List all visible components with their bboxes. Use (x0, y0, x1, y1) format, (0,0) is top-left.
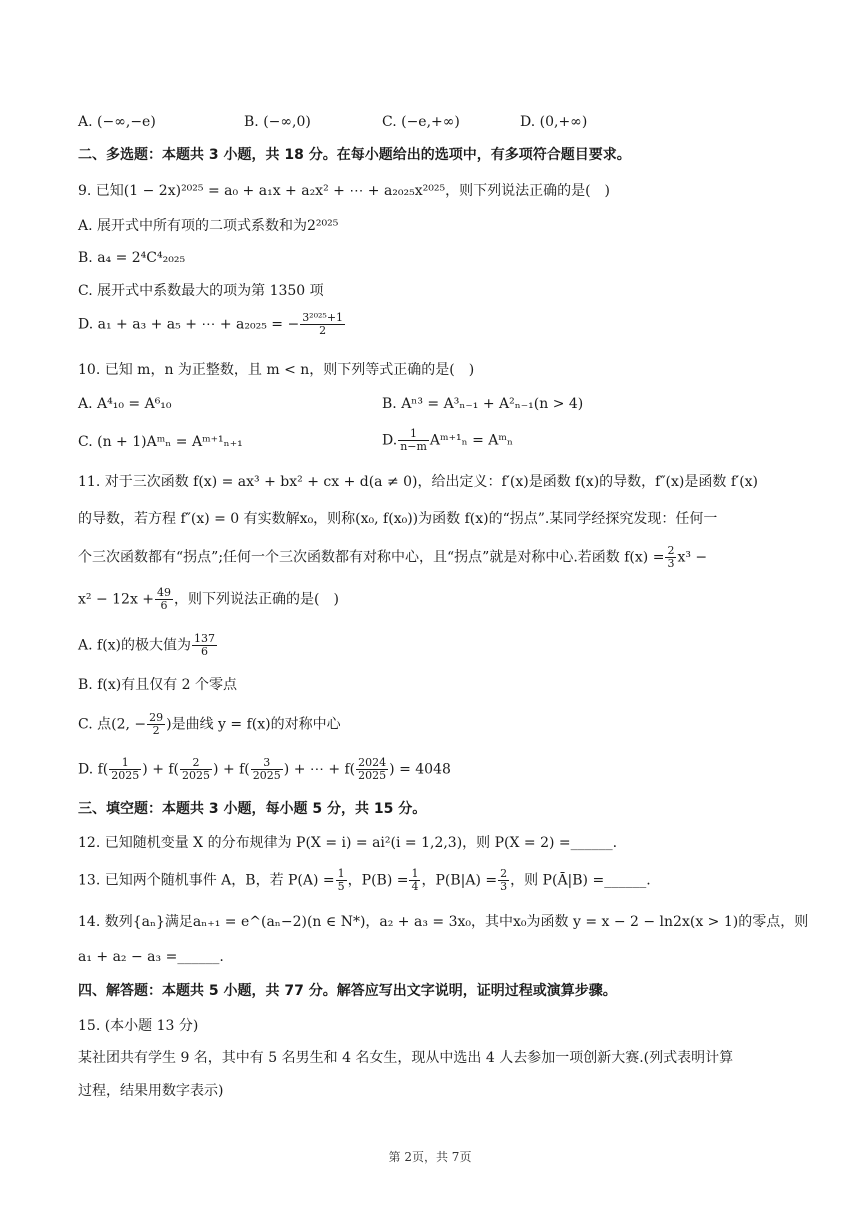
section-4-heading: 四、解答题：本题共 5 小题，共 77 分。解答应写出文字说明，证明过程或演算步骤。 (78, 983, 617, 999)
q10-option-a: A. A⁴₁₀ = A⁶₁₀ (78, 396, 172, 412)
q10-d-label: D. (382, 432, 398, 449)
q11-line-3 (78, 545, 707, 570)
q11-option-a (78, 633, 218, 658)
q11-line-4-suffix: ，则下列说法正确的是( ) (174, 591, 339, 608)
q15-line-2: 过程，结果用数字表示) (78, 1083, 224, 1099)
q9-d-fraction: $\frac{\text{3²⁰²⁵+1}}{2}$ (302, 311, 344, 337)
q11-fraction-2-3: $\frac{2}{3}$ (667, 544, 675, 570)
q13-fraction-3: $\frac{2}{3}$ (500, 867, 508, 893)
q11-line-3-suffix: x³ − (677, 549, 708, 566)
q11-line-3-text: 个三次函数都有“拐点”;任何一个三次函数都有对称中心，且“拐点”就是对称中心.若函数 f(x) = (78, 549, 665, 566)
q11-d-fraction-2: $\frac{2}{2025}$ (182, 756, 211, 782)
q11-d-fraction-3: $\frac{3}{2025}$ (252, 756, 281, 782)
q11-c-text: C. 点(2, − (78, 716, 147, 733)
q14-line-1: 14. 数列{aₙ}满足aₙ₊₁ = e^(aₙ−2)(n ∈ N*)，a₂ + a₃ = 3x₀，其中x₀为函数 y = x − 2 − ln2x(x > 1)的零点，则 (78, 914, 809, 930)
q11-d-fraction-1: $\frac{1}{2025}$ (111, 756, 140, 782)
q12: 12. 已知随机变量 X 的分布规律为 P(X = i) = ai²(i = 1,2,3)，则 P(X = 2) =______. (78, 835, 618, 851)
q13-fraction-2: $\frac{1}{4}$ (411, 867, 419, 893)
q9-option-b: B. a₄ = 2⁴C⁴₂₀₂₅ (78, 250, 186, 266)
q11-fraction-49-6: $\frac{49}{6}$ (157, 586, 172, 612)
q10-d-text: Aᵐ⁺¹ₙ = Aᵐₙ (429, 432, 514, 449)
q11-option-c (78, 712, 341, 737)
q8-option-b: B. (−∞,0) (244, 114, 311, 130)
q10-stem: 10. 已知 m，n 为正整数，且 m < n，则下列等式正确的是( ) (78, 362, 475, 378)
q10-d-fraction: $\frac{1}{n-m}$ (400, 427, 427, 453)
q10-option-c: C. (n + 1)Aᵐₙ = Aᵐ⁺¹ₙ₊₁ (78, 434, 243, 450)
q8-option-a: A. (−∞,−e) (78, 114, 156, 130)
q11-c-fraction: $\frac{29}{2}$ (149, 711, 164, 737)
q11-line-2: 的导数，若方程 f″(x) = 0 有实数解x₀，则称(x₀, f(x₀))为函数 f(x)的“拐点”.某同学经探究发现：任何一 (78, 511, 718, 527)
section-3-heading: 三、填空题：本题共 3 小题，每小题 5 分，共 15 分。 (78, 801, 427, 817)
q8-option-d: D. (0,+∞) (520, 114, 588, 130)
section-2-heading: 二、多选题：本题共 3 小题，共 18 分。在每小题给出的选项中，有多项符合题目要求。 (78, 147, 631, 163)
q9-d-text: D. a₁ + a₃ + a₅ + ⋯ + a₂₀₂₅ = − (78, 316, 300, 333)
q11-line-4 (78, 587, 339, 612)
q13-fraction-1: $\frac{1}{5}$ (337, 867, 345, 893)
q10-option-b: B. Aⁿ³ = A³ₙ₋₁ + A²ₙ₋₁(n > 4) (382, 396, 584, 412)
q11-option-b: B. f(x)有且仅有 2 个零点 (78, 677, 237, 693)
page-footer: 第 2页，共 7页 (388, 1150, 472, 1164)
q11-a-text: A. f(x)的极大值为 (78, 637, 192, 654)
q11-line-1: 11. 对于三次函数 f(x) = ax³ + bx² + cx + d(a ≠ 0)，给出定义：f′(x)是函数 f(x)的导数，f″(x)是函数 f′(x) (78, 474, 759, 490)
q10-option-d (382, 428, 513, 453)
q14-line-2: a₁ + a₂ − a₃ =______. (78, 949, 224, 965)
q11-a-fraction: $\frac{137}{6}$ (194, 632, 216, 658)
q9-option-c: C. 展开式中系数最大的项为第 1350 项 (78, 283, 324, 299)
q11-c-suffix: )是曲线 y = f(x)的对称中心 (166, 716, 341, 733)
q11-option-d: D. f( $\frac{1}{2025}$ ) + f( $\frac{2}{2025}$ ) + f( $\frac{3}{2025}$ ) + ⋯ + f( $\frac{2024}{2025}$ ) = 4048 (78, 756, 451, 782)
q15-line-1: 某社团共有学生 9 名，其中有 5 名男生和 4 名女生，现从中选出 4 人去参加一项创新大赛.(列式表明计算 (78, 1050, 734, 1066)
q11-line-4-text: x² − 12x + (78, 591, 155, 608)
q9-option-a: A. 展开式中所有项的二项式系数和为2²⁰²⁵ (78, 218, 339, 234)
q8-option-c: C. (−e,+∞) (382, 114, 460, 130)
q15-title: 15. (本小题 13 分) (78, 1018, 199, 1034)
q13: 13. 已知两个随机事件 A，B，若 P(A) = $\frac{1}{5}$ ，P(B) = $\frac{1}{4}$ ，P(B|A) = $\frac{2}{3}$ ，则 P(Ā|B) =______. (78, 867, 651, 893)
q9-stem: 9. 已知(1 − 2x)²⁰²⁵ = a₀ + a₁x + a₂x² + ⋯ + a₂₀₂₅x²⁰²⁵，则下列说法正确的是( ) (78, 183, 611, 199)
q11-d-fraction-4: $\frac{2024}{2025}$ (358, 756, 387, 782)
q9-option-d (78, 312, 346, 337)
